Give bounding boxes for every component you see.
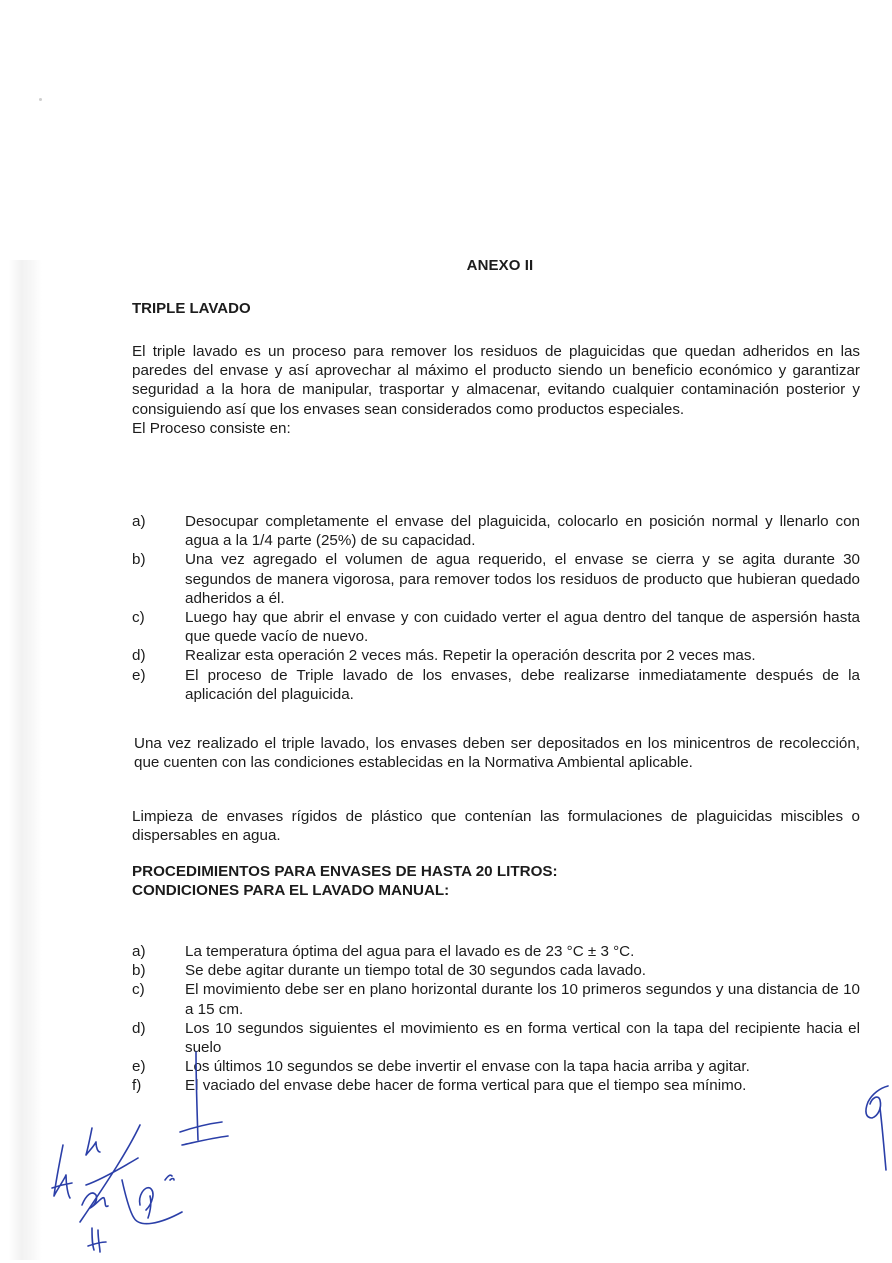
list-item-label: f)	[132, 1077, 142, 1095]
procedures-heading-line1: PROCEDIMIENTOS PARA ENVASES DE HASTA 20 LITROS:	[132, 863, 558, 880]
list-item-text: Los últimos 10 segundos se debe invertir el envase con la tapa hacia arriba y agitar.	[185, 1058, 750, 1076]
list-item-label: e)	[132, 1058, 146, 1076]
list-item-text: Luego hay que abrir el envase y con cuidado verter el agua dentro del tanque de aspersión hasta que quede vacío de nuevo.	[185, 609, 860, 646]
list-item-text: El movimiento debe ser en plano horizontal durante los 10 primeros segundos y una distancia de 10 a 15 cm.	[185, 981, 860, 1018]
list-item-label: d)	[132, 647, 146, 665]
list-item	[132, 646, 860, 665]
procedures-heading	[132, 862, 558, 900]
process-intro: El Proceso consiste en:	[132, 419, 291, 437]
list-item	[132, 1019, 860, 1057]
list-item-label: e)	[132, 666, 146, 684]
list-item-label: b)	[132, 962, 146, 980]
list-item-text: Desocupar completamente el envase del plaguicida, colocarlo en posición normal y llenarlo con agua a la 1/4 parte (25%) de su capacidad.	[185, 513, 860, 550]
list-item	[132, 980, 860, 1018]
list-item-text: Realizar esta operación 2 veces más. Repetir la operación descrita por 2 veces mas.	[185, 647, 756, 665]
scan-edge-shadow	[8, 260, 42, 1260]
process-steps-list	[132, 512, 860, 704]
procedures-heading-line2: CONDICIONES PARA EL LAVADO MANUAL:	[132, 882, 450, 899]
intro-paragraph	[132, 342, 860, 438]
list-item	[132, 608, 860, 646]
annex-title-text: ANEXO II	[466, 257, 534, 274]
initials-left-icon	[52, 1125, 182, 1252]
list-item-label: c)	[132, 609, 145, 627]
list-item-text: La temperatura óptima del agua para el lavado es de 23 °C ± 3 °C.	[185, 943, 635, 960]
list-item-label: b)	[132, 551, 146, 569]
list-item-label: c)	[132, 981, 145, 999]
list-item	[132, 550, 860, 608]
list-item-text: El vaciado del envase debe hacer de forma vertical para que el tiempo sea mínimo.	[185, 1077, 747, 1095]
cleaning-paragraph: Limpieza de envases rígidos de plástico que contenían las formulaciones de plaguicidas miscibles o dispersables en agua.	[132, 808, 860, 845]
annex-title	[0, 257, 892, 274]
list-item-label: a)	[132, 943, 146, 960]
scan-speck	[39, 98, 42, 101]
list-item	[132, 512, 860, 550]
list-item	[132, 961, 860, 980]
list-item	[132, 942, 860, 961]
list-item-text: Una vez agregado el volumen de agua requerido, el envase se cierra y se agita durante 30 segundos de manera vigorosa, para remover todos los residuos de producto que hubieran quedado adheridos a él.	[185, 551, 860, 607]
initial-right-icon	[866, 1086, 888, 1170]
list-item-text: El proceso de Triple lavado de los envases, debe realizarse inmediatamente después de la aplicación del plaguicida.	[185, 666, 860, 703]
list-item	[132, 1076, 860, 1095]
after-wash-paragraph: Una vez realizado el triple lavado, los envases deben ser depositados en los minicentros de recolección, que cuenten con las condiciones establecidas en la Normativa Ambiental aplicable.	[134, 735, 860, 772]
manual-conditions-list	[132, 942, 860, 1096]
list-item	[132, 1057, 860, 1076]
list-item-label: a)	[132, 513, 146, 530]
section-title: TRIPLE LAVADO	[132, 300, 251, 317]
list-item-text: Los 10 segundos siguientes el movimiento es en forma vertical con la tapa del recipiente hacia el suelo	[185, 1019, 860, 1057]
list-item	[132, 666, 860, 704]
list-item-label: d)	[132, 1019, 146, 1037]
list-item-text: Se debe agitar durante un tiempo total de 30 segundos cada lavado.	[185, 962, 647, 980]
intro-text: El triple lavado es un proceso para remover los residuos de plaguicidas que quedan adheridos en las paredes del envase y así aprovechar al máximo el producto siendo un beneficio económico y garantizar seguridad a la hora de manipular, trasportar y almacenar, evitando cualquier contaminación posterior y consiguiendo así que los envases sean considerados como productos especiales.	[132, 343, 860, 418]
